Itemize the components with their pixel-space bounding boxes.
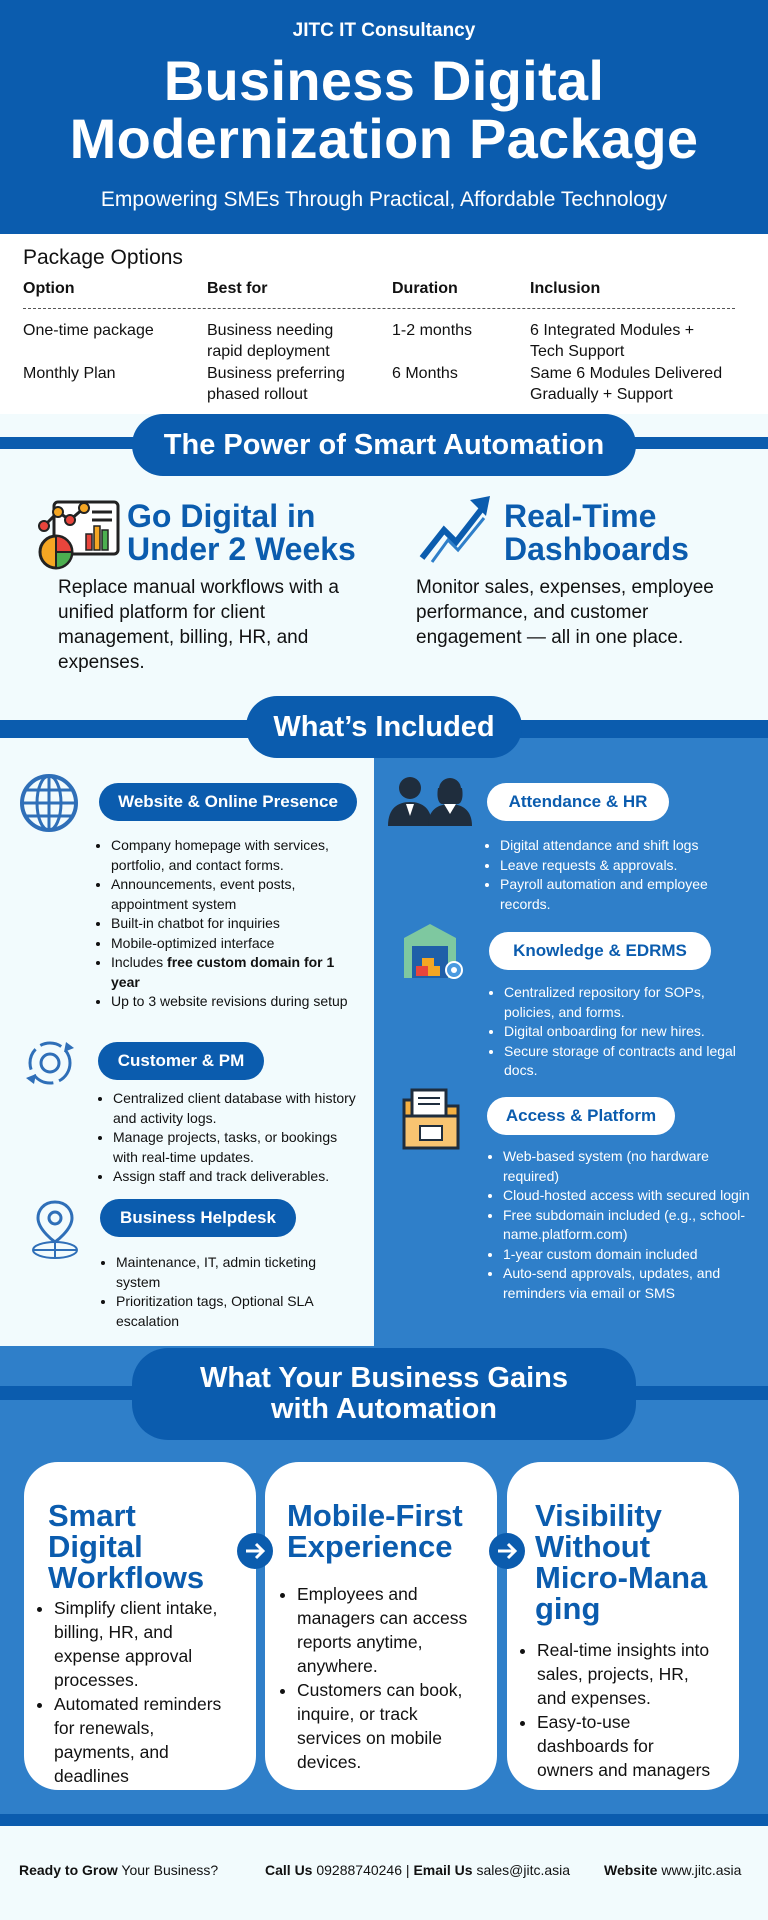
list-item: • Customers can book, inquire, or track services on mobile devices. bbox=[297, 1678, 473, 1774]
module-access-title: Access & Platform bbox=[487, 1097, 675, 1135]
list-item: • Secure storage of contracts and legal docs. bbox=[504, 1042, 756, 1081]
list-item: • Simplify client intake, billing, HR, and expense approval processes. bbox=[54, 1596, 230, 1692]
package-title: Package Options bbox=[23, 246, 183, 269]
brand-name: JITC IT Consultancy bbox=[292, 20, 476, 41]
list-item: • Maintenance, IT, admin ticketing system bbox=[116, 1253, 364, 1292]
card-title-l2: Experience bbox=[287, 1529, 453, 1564]
module-attendance-title: Attendance & HR bbox=[487, 783, 669, 821]
included-heading: What’s Included bbox=[246, 696, 522, 758]
list-item: • Auto-send approvals, updates, and reminders via email or SMS bbox=[503, 1264, 757, 1303]
page-subtitle: Empowering SMEs Through Practical, Affordable Technology bbox=[100, 188, 668, 211]
gain-card-workflows bbox=[24, 1462, 256, 1790]
list-item: • Announcements, event posts, appointment system bbox=[111, 875, 359, 914]
analytics-icon bbox=[36, 500, 120, 572]
tagline-bold: Ready to Grow bbox=[19, 1862, 118, 1878]
list-item: • Centralized client database with history and activity logs. bbox=[113, 1089, 363, 1128]
row2-duration: 6 Months bbox=[392, 365, 458, 382]
feature-dashboards-body bbox=[416, 575, 714, 650]
card-list bbox=[40, 1596, 230, 1788]
footer-tagline bbox=[19, 1862, 218, 1878]
call-label: Call Us bbox=[265, 1862, 313, 1878]
col-inclusion: Inclusion bbox=[530, 280, 601, 297]
location-pin-icon bbox=[30, 1198, 80, 1260]
tagline-rest: Your Business? bbox=[117, 1862, 219, 1878]
col-best-for: Best for bbox=[207, 280, 268, 297]
go-digital-title-l2: Under 2 Weeks bbox=[127, 531, 356, 567]
power-heading: The Power of Smart Automation bbox=[132, 414, 636, 476]
list-item: • Easy-to-use dashboards for owners and managers bbox=[537, 1710, 713, 1782]
header bbox=[0, 0, 768, 234]
gains-heading-l1: What Your Business Gains bbox=[200, 1362, 568, 1394]
row1-inclusion bbox=[530, 320, 694, 362]
folder-icon bbox=[400, 1086, 464, 1152]
feature-go-digital-title bbox=[127, 500, 356, 566]
module-knowledge-list bbox=[490, 983, 756, 1081]
row1-inclusion-l2: Tech Support bbox=[530, 343, 625, 360]
email-label: Email Us bbox=[413, 1862, 473, 1878]
card-title-l3: Micro-Mana bbox=[535, 1560, 708, 1595]
row2-best-for bbox=[207, 363, 345, 405]
trend-arrow-icon bbox=[418, 494, 494, 566]
dashboards-title-l1: Real-Time bbox=[504, 498, 657, 534]
go-digital-body-l3: management, billing, HR, and bbox=[58, 627, 309, 648]
module-attendance-list bbox=[486, 836, 756, 914]
list-item: • 1-year custom domain included bbox=[503, 1245, 757, 1265]
row1-best-for-l1: Business needing bbox=[207, 322, 334, 339]
module-knowledge-title: Knowledge & EDRMS bbox=[489, 932, 711, 970]
dashboards-body-l2: performance, and customer bbox=[416, 602, 649, 623]
card-list bbox=[283, 1582, 473, 1774]
list-item: • Automated reminders for renewals, payments, and deadlines bbox=[54, 1692, 230, 1788]
list-item: • Digital onboarding for new hires. bbox=[504, 1022, 756, 1042]
gain-card-visibility bbox=[507, 1462, 739, 1790]
list-item: • Cloud-hosted access with secured login bbox=[503, 1186, 757, 1206]
col-option: Option bbox=[23, 280, 75, 297]
list-item: • Digital attendance and shift logs bbox=[500, 836, 756, 856]
go-digital-body-l4: expenses. bbox=[58, 652, 145, 673]
separator: | bbox=[402, 1862, 414, 1878]
card-title bbox=[287, 1500, 463, 1562]
dashboards-body-l1: Monitor sales, expenses, employee bbox=[416, 577, 714, 598]
globe-icon bbox=[18, 772, 80, 834]
website-link[interactable]: www.jitc.asia bbox=[657, 1862, 742, 1878]
list-item: • Assign staff and track deliverables. bbox=[113, 1167, 363, 1187]
list-item: • Employees and managers can access reports anytime, anywhere. bbox=[297, 1582, 473, 1678]
row1-inclusion-l1: 6 Integrated Modules + bbox=[530, 322, 695, 339]
list-item: • Leave requests & approvals. bbox=[500, 856, 756, 876]
list-item: • Payroll automation and employee records. bbox=[500, 875, 756, 914]
title-line-2: Modernization Package bbox=[69, 107, 699, 170]
module-access-list bbox=[489, 1147, 757, 1303]
list-item: • Real-time insights into sales, projects, HR, and expenses. bbox=[537, 1638, 713, 1710]
list-item: • Free subdomain included (e.g., school-name.platform.com) bbox=[503, 1206, 757, 1245]
feature-dashboards-title bbox=[504, 500, 689, 566]
card-title-l1: Smart bbox=[48, 1498, 136, 1533]
footer bbox=[0, 1826, 768, 1920]
row1-best-for bbox=[207, 320, 333, 362]
list-item: • Centralized repository for SOPs, policies, and forms. bbox=[504, 983, 756, 1022]
list-item-text: Includes bbox=[111, 954, 168, 970]
footer-website[interactable] bbox=[604, 1862, 741, 1878]
list-item: • Company homepage with services, portfolio, and contact forms. bbox=[111, 836, 359, 875]
people-icon bbox=[386, 774, 474, 828]
card-title bbox=[48, 1500, 204, 1593]
list-item: • Mobile-optimized interface bbox=[111, 934, 359, 954]
go-digital-title-l1: Go Digital in bbox=[127, 498, 316, 534]
footer-contact[interactable] bbox=[265, 1862, 570, 1878]
email-link[interactable]: sales@jitc.asia bbox=[472, 1862, 571, 1878]
go-digital-body-l2: unified platform for client bbox=[58, 602, 265, 623]
dashboards-title-l2: Dashboards bbox=[504, 531, 689, 567]
gain-card-mobile bbox=[265, 1462, 497, 1790]
card-title-l1: Mobile-First bbox=[287, 1498, 463, 1533]
row2-option: Monthly Plan bbox=[23, 365, 116, 382]
module-customer-pm-title: Customer & PM bbox=[98, 1042, 264, 1080]
row2-best-for-l2: phased rollout bbox=[207, 386, 308, 403]
card-title-l3: Workflows bbox=[48, 1560, 205, 1595]
table-divider bbox=[23, 308, 735, 309]
card-title-l4: ging bbox=[535, 1591, 601, 1626]
row2-best-for-l1: Business preferring bbox=[207, 365, 345, 382]
module-helpdesk-list bbox=[102, 1253, 364, 1331]
page-title bbox=[0, 49, 768, 170]
title-line-1: Business Digital bbox=[163, 49, 605, 112]
arrow-right-icon bbox=[489, 1533, 525, 1569]
website-label: Website bbox=[604, 1862, 658, 1878]
feature-go-digital-body bbox=[58, 575, 339, 675]
footer-band bbox=[0, 1814, 768, 1826]
gains-heading-l2: with Automation bbox=[270, 1393, 498, 1425]
warehouse-icon bbox=[400, 920, 468, 984]
row2-inclusion-l1: Same 6 Modules Delivered bbox=[530, 365, 723, 382]
row1-duration: 1-2 months bbox=[392, 322, 473, 339]
module-customer-pm-list bbox=[99, 1089, 363, 1187]
col-duration: Duration bbox=[392, 280, 458, 297]
dashboards-body-l3: engagement — all in one place. bbox=[416, 627, 684, 648]
list-item: • Up to 3 website revisions during setup bbox=[111, 992, 359, 1012]
card-title bbox=[535, 1500, 707, 1624]
list-item: • Built-in chatbot for inquiries bbox=[111, 914, 359, 934]
card-title-l1: Visibility bbox=[535, 1498, 662, 1533]
list-item: • Web-based system (no hardware required) bbox=[503, 1147, 757, 1186]
phone-number[interactable]: 09288740246 bbox=[312, 1862, 403, 1878]
arrow-right-icon bbox=[237, 1533, 273, 1569]
module-website-title: Website & Online Presence bbox=[99, 783, 357, 821]
row2-inclusion-l2: Gradually + Support bbox=[530, 386, 673, 403]
card-title-l2: Digital bbox=[48, 1529, 143, 1564]
list-item: • Prioritization tags, Optional SLA escalation bbox=[116, 1292, 364, 1331]
card-title-l2: Without bbox=[535, 1529, 651, 1564]
row1-best-for-l2: rapid deployment bbox=[207, 343, 330, 360]
card-list bbox=[523, 1638, 713, 1782]
gains-heading bbox=[132, 1348, 636, 1440]
row1-option: One-time package bbox=[23, 322, 154, 339]
module-website-list bbox=[97, 836, 359, 1012]
cycle-gear-icon bbox=[20, 1034, 80, 1092]
list-item-bold: free custom domain for 1 year bbox=[111, 954, 335, 990]
row2-inclusion bbox=[530, 363, 722, 405]
list-item bbox=[111, 953, 359, 992]
go-digital-body-l1: Replace manual workflows with a bbox=[58, 577, 339, 598]
module-helpdesk-title: Business Helpdesk bbox=[100, 1199, 296, 1237]
package-options bbox=[0, 234, 768, 414]
list-item: • Manage projects, tasks, or bookings with real-time updates. bbox=[113, 1128, 363, 1167]
